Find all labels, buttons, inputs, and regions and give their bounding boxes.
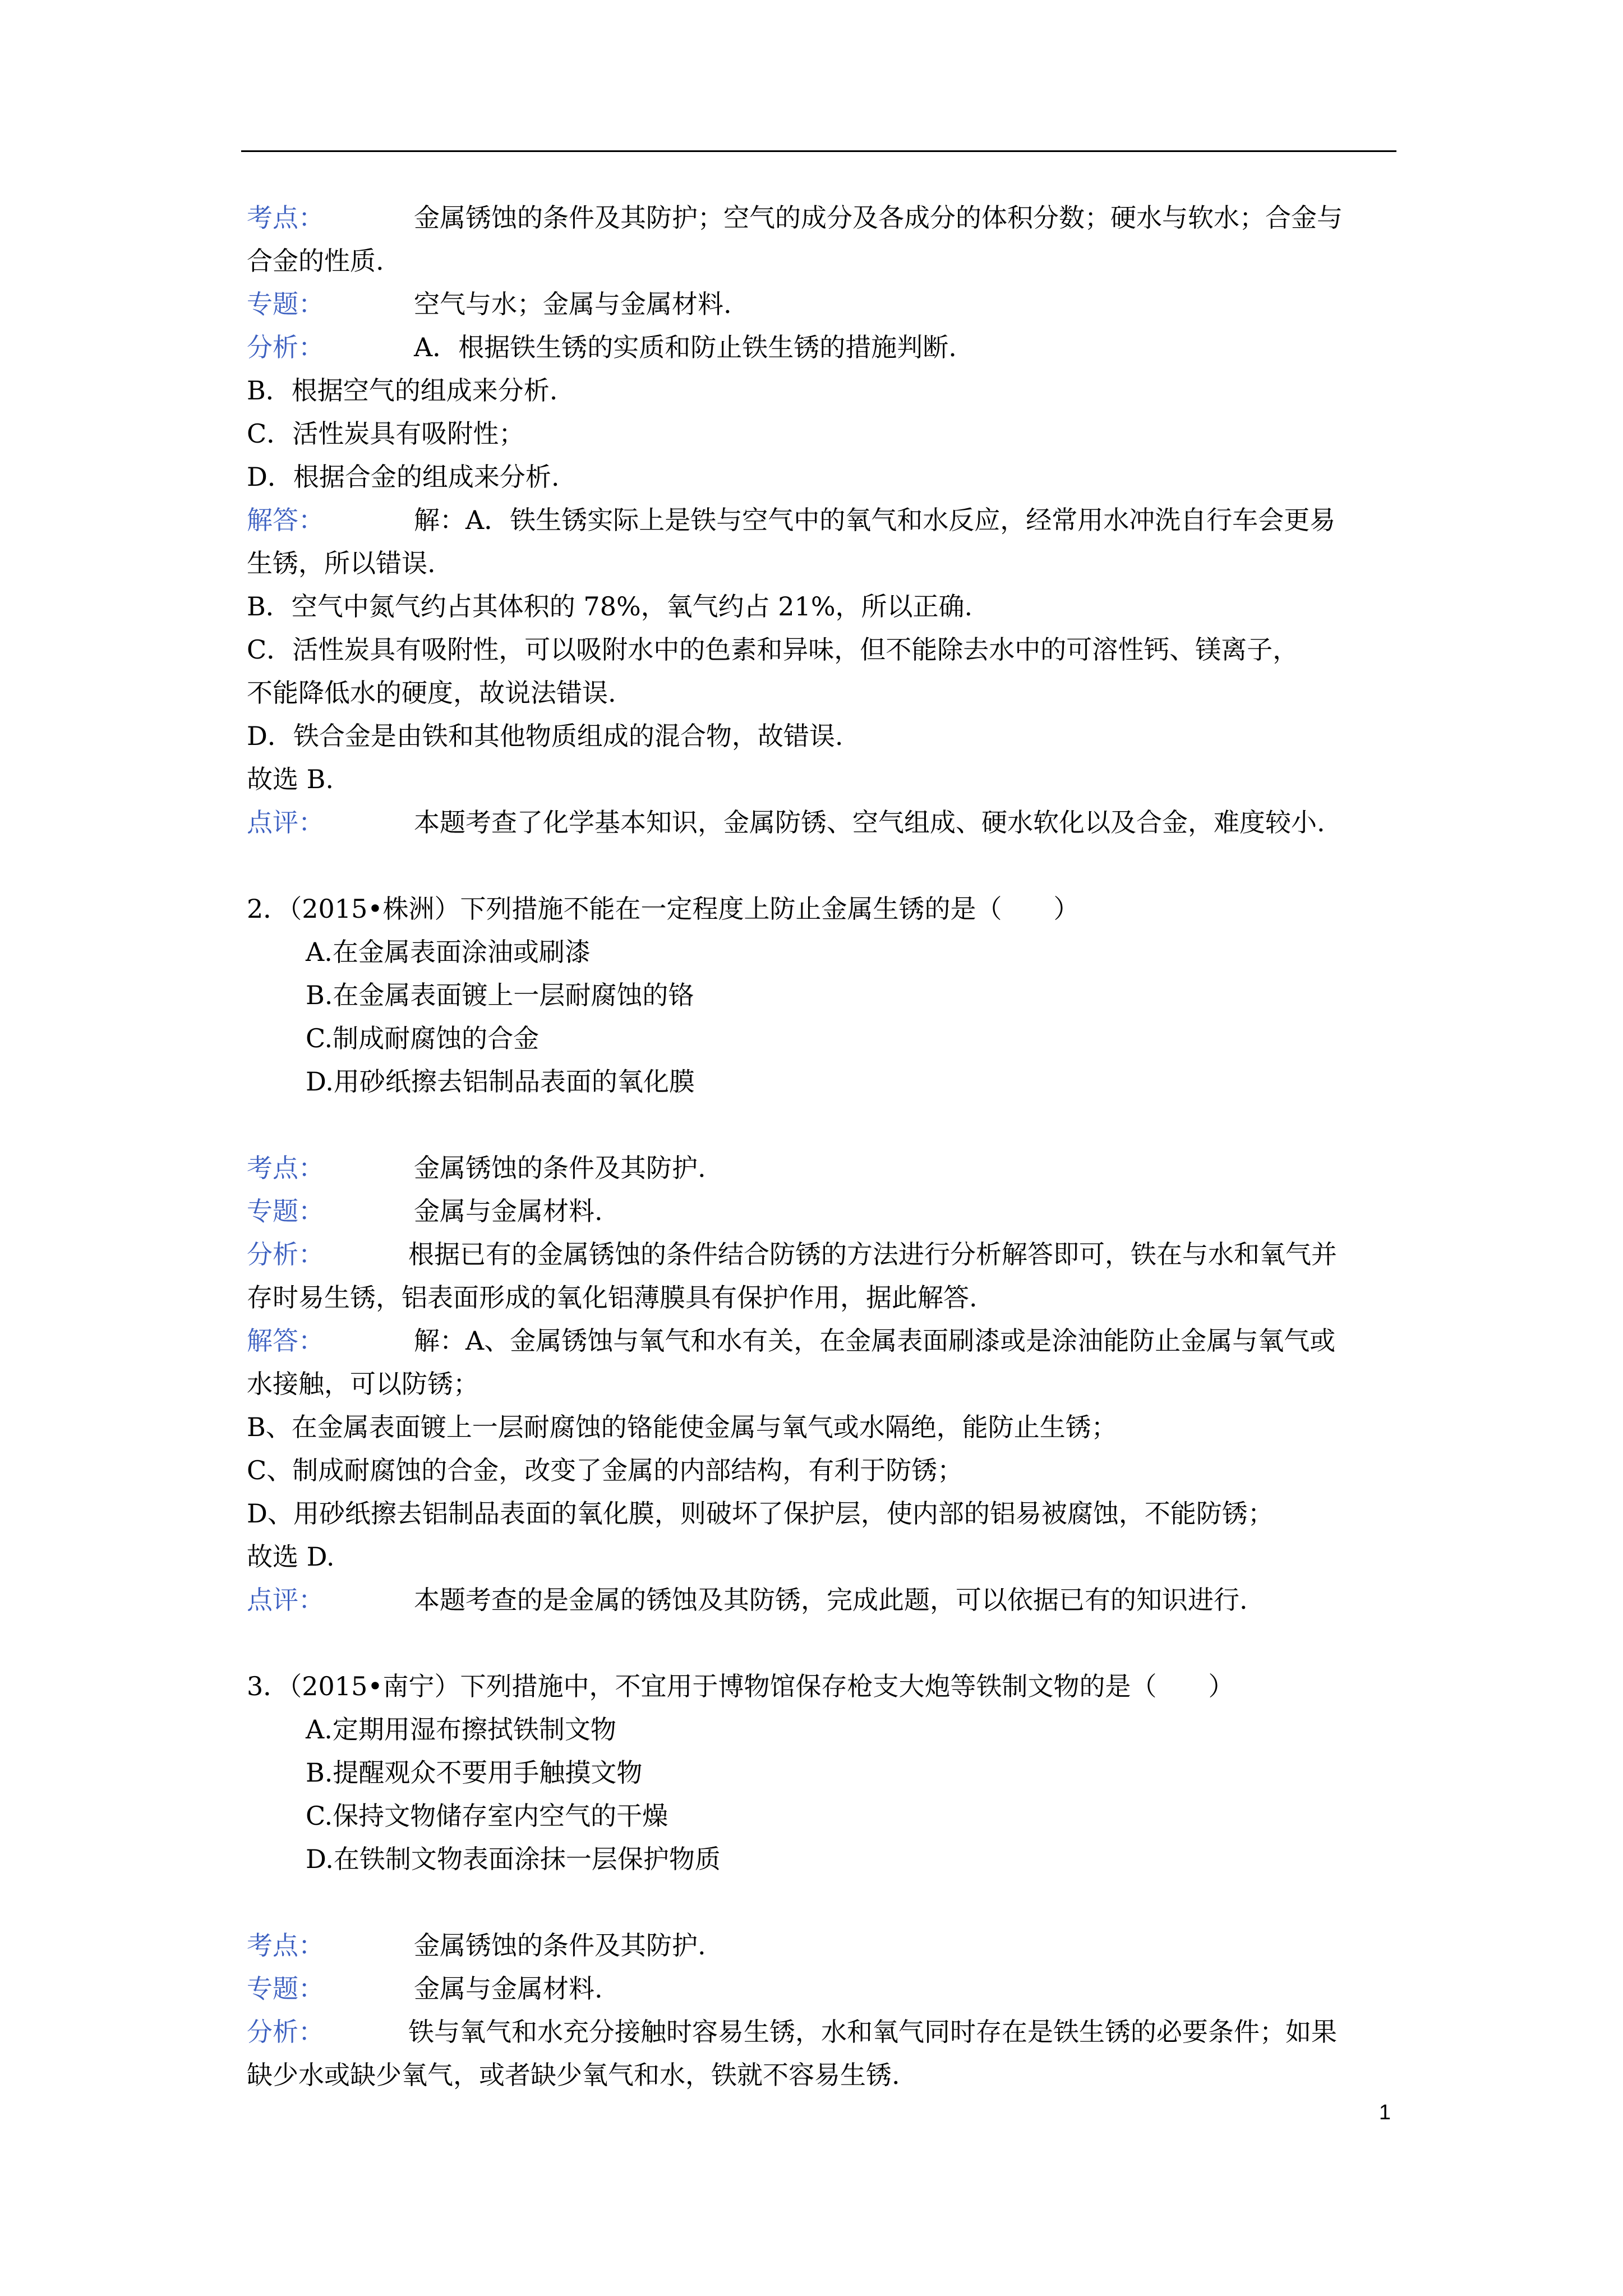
line-text: B．根据空气的组成来分析. [247, 375, 558, 406]
labeled-line [247, 1190, 1396, 1233]
line-text: C、制成耐腐蚀的合金，改变了金属的内部结构，有利于防锈； [247, 1455, 963, 1485]
labeled-line [247, 1579, 1396, 1622]
labeled-line [247, 2010, 1396, 2054]
labeled-line [247, 283, 1396, 326]
option-line [247, 974, 1396, 1017]
text-line [247, 585, 1396, 628]
line-text: D．铁合金是由铁和其他物质组成的混合物，故错误. [247, 721, 843, 751]
line-text: 铁与氧气和水充分接触时容易生锈，水和氧气同时存在是铁生锈的必要条件；如果 [408, 2017, 1337, 2047]
section-label: 解答： [247, 505, 324, 535]
text-line [247, 628, 1396, 671]
text-line [247, 1363, 1396, 1406]
labeled-line [247, 1924, 1396, 1967]
line-text: A.定期用湿布擦拭铁制文物 [306, 1714, 616, 1745]
labeled-line [247, 196, 1396, 240]
text-line [247, 1535, 1396, 1579]
text-line [247, 758, 1396, 801]
section-label: 点评： [247, 1585, 324, 1615]
document-body [247, 196, 1396, 2097]
line-text: C.保持文物储存室内空气的干燥 [306, 1801, 668, 1831]
line-text: B．空气中氮气约占其体积的 78%，氧气约占 21%，所以正确. [247, 591, 973, 622]
text-line [247, 1449, 1396, 1492]
line-text: 金属与金属材料. [414, 1973, 603, 2004]
text-line [247, 1665, 1396, 1708]
line-text: C．活性炭具有吸附性； [247, 418, 525, 449]
text-line [247, 1406, 1396, 1449]
blank-line [247, 1622, 1396, 1665]
section-label: 分析： [247, 2017, 324, 2047]
text-line [247, 240, 1396, 283]
line-text: D．根据合金的组成来分析. [247, 462, 560, 492]
line-text: 存时易生锈，铝表面形成的氧化铝薄膜具有保护作用，据此解答. [247, 1282, 978, 1313]
line-text: 3．（2015•南宁）下列措施中，不宜用于博物馆保存枪支大炮等铁制文物的是（ ） [247, 1671, 1234, 1701]
option-line [247, 1708, 1396, 1751]
text-line [247, 455, 1396, 499]
labeled-line [247, 1147, 1396, 1190]
line-text: 金属与金属材料. [414, 1196, 603, 1226]
line-text: D.在铁制文物表面涂抹一层保护物质 [306, 1844, 721, 1874]
section-label: 分析： [247, 332, 324, 362]
line-text: 缺少水或缺少氧气，或者缺少氧气和水，铁就不容易生锈. [247, 2060, 900, 2090]
text-line [247, 2054, 1396, 2097]
line-text: C．活性炭具有吸附性，可以吸附水中的色素和异味，但不能除去水中的可溶性钙、镁离子， [247, 634, 1299, 665]
section-label: 解答： [247, 1326, 324, 1356]
line-text: A.在金属表面涂油或刷漆 [306, 937, 591, 967]
text-line [247, 1492, 1396, 1535]
line-text: 金属锈蚀的条件及其防护. [414, 1930, 706, 1961]
line-text: 不能降低水的硬度，故说法错误. [247, 678, 616, 708]
line-text: 根据已有的金属锈蚀的条件结合防锈的方法进行分析解答即可，铁在与水和氧气并 [408, 1239, 1337, 1269]
option-line [247, 1751, 1396, 1795]
line-text: B.提醒观众不要用手触摸文物 [306, 1757, 643, 1788]
line-text: 空气与水；金属与金属材料. [414, 289, 732, 319]
line-text: 解：A．铁生锈实际上是铁与空气中的氧气和水反应，经常用水冲洗自行车会更易 [414, 505, 1336, 535]
line-text: D、用砂纸擦去铝制品表面的氧化膜，则破坏了保护层，使内部的铝易被腐蚀，不能防锈； [247, 1498, 1274, 1529]
line-text: C.制成耐腐蚀的合金 [306, 1023, 540, 1053]
option-line [247, 931, 1396, 974]
section-label: 点评： [247, 807, 324, 838]
document-page [241, 0, 1396, 2296]
line-text: B.在金属表面镀上一层耐腐蚀的铬 [306, 980, 694, 1010]
labeled-line [247, 326, 1396, 369]
line-text: 解：A、金属锈蚀与氧气和水有关，在金属表面刷漆或是涂油能防止金属与氧气或 [414, 1326, 1336, 1356]
option-line [247, 1795, 1396, 1838]
labeled-line [247, 1233, 1396, 1276]
line-text: 本题考查的是金属的锈蚀及其防锈，完成此题，可以依据已有的知识进行. [414, 1585, 1248, 1615]
line-text: B、在金属表面镀上一层耐腐蚀的铬能使金属与氧气或水隔绝，能防止生锈； [247, 1412, 1117, 1442]
text-line [247, 369, 1396, 412]
line-text: 生锈，所以错误. [247, 548, 436, 578]
blank-line [247, 844, 1396, 887]
text-line [247, 412, 1396, 455]
text-line [247, 542, 1396, 585]
line-text: D.用砂纸擦去铝制品表面的氧化膜 [306, 1066, 695, 1097]
line-text: 故选 B. [247, 764, 334, 794]
line-text: 2．（2015•株洲）下列措施不能在一定程度上防止金属生锈的是（ ） [247, 894, 1080, 924]
section-label: 考点： [247, 1930, 324, 1961]
header-rule [241, 150, 1396, 152]
section-label: 专题： [247, 289, 324, 319]
section-label: 专题： [247, 1973, 324, 2004]
option-line [247, 1017, 1396, 1060]
line-text: 故选 D. [247, 1542, 335, 1572]
line-text: 合金的性质. [247, 246, 384, 276]
option-line [247, 1060, 1396, 1103]
line-text: A．根据铁生锈的实质和防止铁生锈的措施判断. [414, 332, 957, 362]
text-line [247, 671, 1396, 715]
section-label: 专题： [247, 1196, 324, 1226]
text-line [247, 715, 1396, 758]
section-label: 考点： [247, 1153, 324, 1183]
text-line [247, 887, 1396, 931]
section-label: 考点： [247, 203, 324, 233]
line-text: 金属锈蚀的条件及其防护；空气的成分及各成分的体积分数；硬水与软水；合金与 [414, 203, 1343, 233]
blank-line [247, 1881, 1396, 1924]
option-line [247, 1838, 1396, 1881]
text-line [247, 1276, 1396, 1319]
labeled-line [247, 1319, 1396, 1363]
section-label: 分析： [247, 1239, 324, 1269]
line-text: 本题考查了化学基本知识，金属防锈、空气组成、硬水软化以及合金，难度较小. [414, 807, 1325, 838]
blank-line [247, 1103, 1396, 1147]
labeled-line [247, 801, 1396, 844]
page-number: 1 [1378, 2101, 1391, 2124]
line-text: 金属锈蚀的条件及其防护. [414, 1153, 706, 1183]
labeled-line [247, 499, 1396, 542]
line-text: 水接触，可以防锈； [247, 1369, 479, 1399]
labeled-line [247, 1967, 1396, 2010]
